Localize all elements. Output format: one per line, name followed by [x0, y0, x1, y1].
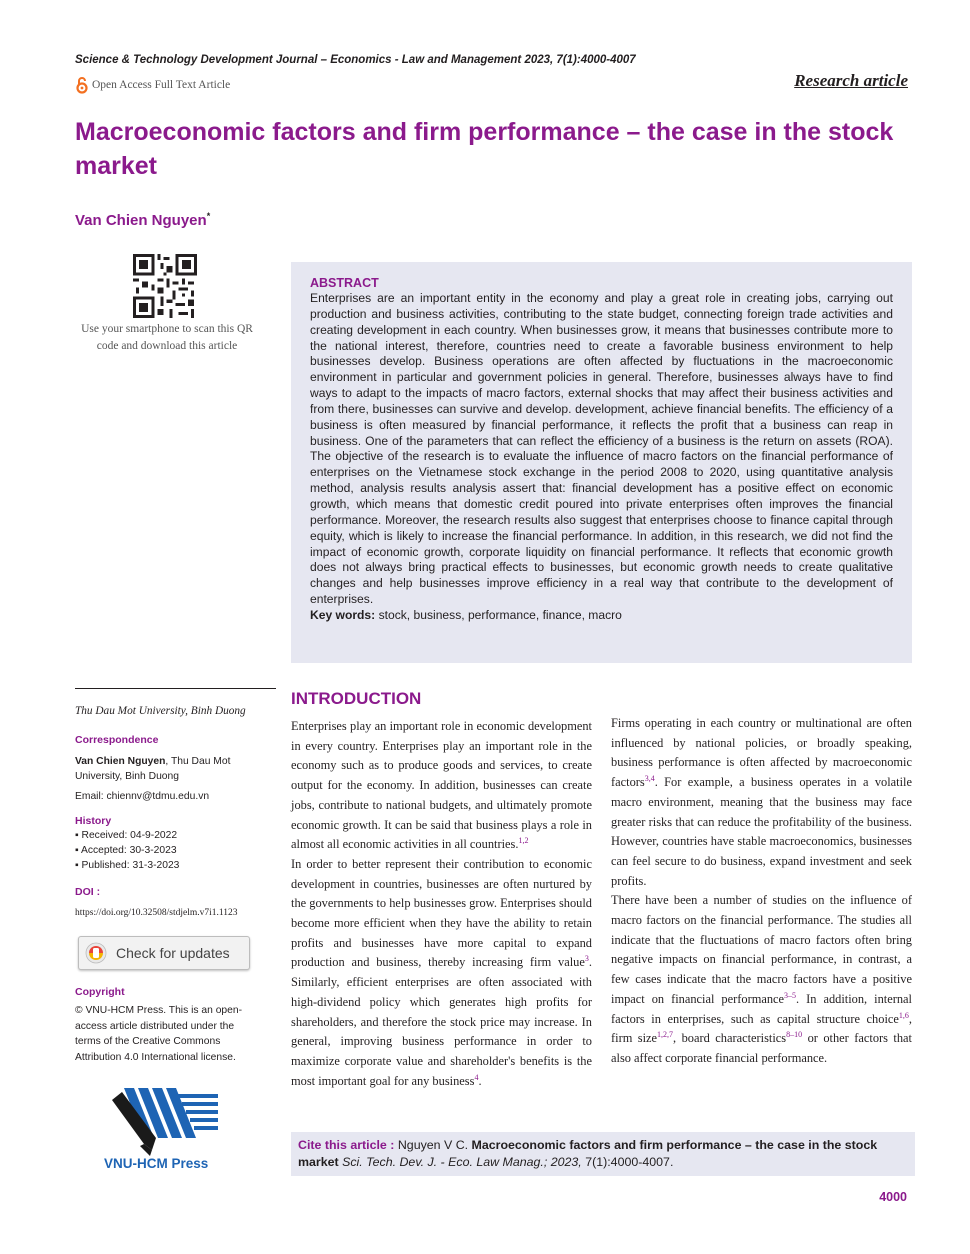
- intro-p4-text-b: . In addition, internal factors in enterprises, such as capital structure choice: [611, 991, 912, 1026]
- intro-paragraph-3: [611, 714, 912, 891]
- citation-box: [291, 1132, 915, 1176]
- intro-p2-text-c: .: [478, 1073, 482, 1088]
- intro-paragraph-4: [611, 891, 912, 1068]
- sidebar-divider: [75, 688, 276, 689]
- intro-ref[interactable]: 8–10: [786, 1030, 803, 1040]
- correspondence-heading: Correspondence: [75, 734, 159, 746]
- history-item: ▪ Received: 04-9-2022: [75, 830, 178, 841]
- keywords-line: [310, 608, 893, 624]
- open-access-icon: [75, 76, 89, 94]
- intro-paragraph-1: [291, 717, 592, 855]
- intro-ref[interactable]: 3: [584, 954, 589, 964]
- open-access-line: [75, 76, 230, 94]
- intro-ref[interactable]: 4: [474, 1072, 479, 1082]
- intro-column-left: [291, 717, 592, 1091]
- copyright-heading: Copyright: [75, 986, 125, 998]
- intro-ref[interactable]: 3,4: [644, 773, 655, 783]
- abstract-box: [291, 262, 912, 663]
- introduction-heading: INTRODUCTION: [291, 689, 422, 708]
- keywords-label: Key words:: [310, 607, 376, 622]
- intro-ref[interactable]: 1,2,7: [657, 1030, 674, 1040]
- intro-ref[interactable]: 3–5: [784, 990, 797, 1000]
- citation-volume: 7(1):4000-4007.: [581, 1155, 674, 1169]
- intro-p3-text-a: Firms operating in each country or multinational are often influenced by national policies, or broadly speaking, business performance is often affected by macroeconomic factors: [611, 716, 912, 790]
- correspondence-place: , Thu Dau Mot University, Binh Duong: [75, 756, 231, 782]
- doi-link[interactable]: https://doi.org/10.32508/stdjelm.v7i1.1123: [75, 908, 238, 918]
- history-accepted: Accepted: 30-3-2023: [80, 845, 177, 856]
- intro-ref[interactable]: 1,6: [898, 1010, 909, 1020]
- intro-p2-text-a: In order to better represent their contribution to economic development in countries, businesses are often nurtured by the governments to help businesses grow. Enterprises should become more efficient when they have the ability to retain profits and businesses have more capital to expand production and business, thereby increasing firm value: [291, 856, 592, 970]
- intro-column-right: [611, 714, 912, 1069]
- qr-caption: Use your smartphone to scan this QR code and download this article: [81, 323, 253, 352]
- intro-p3-text-b: . For example, a business operates in a volatile macro environment, meaning that the business may face greater risks that can reduce the profitability of the business. However, countries have stable macroeconomics, businesses can feel secure to do business, expand investment and seek profits.: [611, 775, 912, 888]
- check-updates-icon: [85, 942, 107, 964]
- history-heading: History: [75, 815, 112, 827]
- intro-p4-text-a: There have been a number of studies on the influence of macro factors on the financial performance. The studies all indicate that the fluctuations of macro factors often bring negative impacts on financial performance, in contrast, a few cases indicate that the macro factors have a positive impact on financial performance: [611, 893, 912, 1006]
- correspondence-name: Van Chien Nguyen: [75, 756, 166, 767]
- doi-heading: DOI :: [75, 886, 101, 898]
- intro-ref[interactable]: 1,2: [518, 836, 529, 846]
- article-title: Macroeconomic factors and firm performance – the case in the stock market: [75, 118, 894, 180]
- correspondence-text: [75, 754, 255, 784]
- history-list: [75, 828, 280, 873]
- citation-label: Cite this article :: [298, 1138, 395, 1152]
- vnu-hcm-press-logo-icon: [104, 1080, 220, 1156]
- intro-p4-text-c: , firm size: [611, 1011, 912, 1046]
- publisher-name: VNU-HCM Press: [104, 1156, 209, 1171]
- abstract-heading: ABSTRACT: [310, 276, 379, 290]
- author-mark: *: [206, 211, 211, 221]
- open-access-label: Open Access Full Text Article: [92, 79, 231, 91]
- copyright-text: © VNU-HCM Press. This is an open-access article distributed under the terms of the Creative Commons Attribution 4.0 International license.: [75, 1005, 243, 1063]
- history-published: Published: 31-3-2023: [81, 860, 180, 871]
- citation-title: Macroeconomic factors and firm performance – the case in the stock market: [298, 1138, 878, 1169]
- page-number: 4000: [879, 1190, 907, 1204]
- intro-paragraph-2: [291, 855, 592, 1091]
- citation-journal: Sci. Tech. Dev. J. - Eco. Law Manag.; 2023,: [338, 1155, 582, 1169]
- email[interactable]: Email: chiennv@tdmu.edu.vn: [75, 791, 210, 802]
- abstract-text: Enterprises are an important entity in the economy and play a great role in creating jobs, carrying out production and business activities, contributing to the state budget, connecting foreign trade activities and creating development in each country. When businesses grow, it means that businesses contribute more to the national interest, therefore, countries need to create a favorable business environment to help businesses develop. Business operations are often affected by fluctuations in the macroeconomic environment in particular and government policies in general. Therefore, businesses always have to find ways to adapt to the impacts of macro factors, external shocks that may affect their business activities and from there, businesses can survive and develop. development, achieve financial benefits. The efficiency of a business is often measured by financial performance, it reflects the profit that a business can reap in business. One of the parameters that can reflect the efficiency of a business is the return on assets (ROA). The objective of the research is to evaluate the influence of macro factors on the financial performance of enterprises on the Vietnamese stock exchange in the period 2008 to 2020, using quantitative analysis method, analysis results analysis assert that: financial development has a positive effect on economic growth, which means that domestic credit poured into private enterprises often improves the financial performance. Moreover, the research results also suggest that enterprises choose to finance capital through equity, which is likely to increase the financial performance. In addition, in this research, we did not find the impact of economic growth, corporate liquidity on financial performance. It reflects that economic growth does not always bring practical effects to businesses, but economic growth needs to create qualitative changes and help businesses improve efficiency in a real way that contribute to the development of enterprises.: [310, 291, 893, 607]
- intro-p4-text-e: or other factors that also affect corporate financial performance.: [611, 1031, 912, 1065]
- check-for-updates-button[interactable]: [78, 936, 250, 970]
- affiliation: Thu Dau Mot University, Binh Duong: [75, 705, 246, 717]
- qr-code-icon[interactable]: [133, 254, 197, 318]
- history-item: ▪ Accepted: 30-3-2023: [75, 845, 177, 856]
- intro-p2-text-b: . Similarly, efficient enterprises are often associated with high-dividend policy which generates high profits for shareholders, and therefore the stock price may increase. In general, improving business performance in order to maximize corporate value and shareholder's benefits is the most important goal for any business: [291, 955, 592, 1088]
- journal-line: Science & Technology Development Journal – Economics - Law and Management 2023, 7(1):4000-4007: [75, 54, 636, 66]
- author-line: [75, 211, 210, 229]
- history-received: Received: 04-9-2022: [81, 830, 178, 841]
- intro-p1-text: Enterprises play an important role in economic development in every country. Enterprises play an important role in the economy such as to produce goods and services, to create output for the economy. In addition, businesses can create jobs, contribute to national budgets, and ultimately promote economic growth. It can be said that business plays a role in almost all economic activities in all countries.: [291, 719, 592, 852]
- history-item: ▪ Published: 31-3-2023: [75, 860, 180, 871]
- keywords-text: stock, business, performance, finance, macro: [378, 607, 622, 622]
- check-updates-label: Check for updates: [116, 945, 230, 961]
- intro-p4-text-d: , board characteristics: [673, 1031, 787, 1046]
- author-name: Van Chien Nguyen: [75, 212, 207, 229]
- citation-authors: Nguyen V C.: [394, 1138, 472, 1152]
- article-type: Research article: [794, 71, 908, 90]
